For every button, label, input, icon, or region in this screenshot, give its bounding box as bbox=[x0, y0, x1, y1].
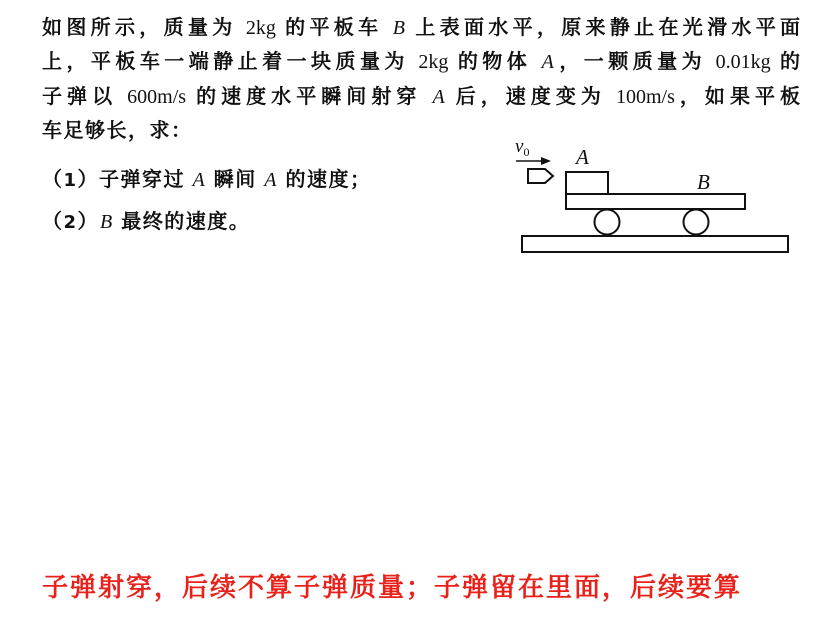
text-run: 的速度； bbox=[285, 169, 372, 191]
math-variable: A bbox=[432, 86, 445, 108]
question-number: 2 bbox=[63, 212, 78, 233]
text-run: 的平板车 bbox=[285, 17, 383, 39]
text-run: ，一颗质量为 bbox=[554, 51, 707, 73]
question-1 bbox=[42, 163, 371, 197]
cart-diagram bbox=[505, 128, 800, 260]
math-variable: B bbox=[392, 17, 405, 39]
cart-b-label: B bbox=[697, 170, 710, 194]
text-run: 后，速度变为 bbox=[455, 86, 606, 108]
math-variable: A bbox=[264, 169, 278, 191]
text-run: ）子弹穿过 bbox=[77, 169, 186, 191]
velocity-symbol: v bbox=[515, 136, 524, 157]
bullet bbox=[528, 169, 553, 183]
question-2 bbox=[42, 205, 250, 239]
problem-line-4 bbox=[42, 114, 193, 148]
problem-line-2: 上，平板车一端静止着一块质量为 2kg 的物体 A，一颗质量为 0.01kg 的 bbox=[42, 51, 801, 73]
text-run: 上，平板车一端静止着一块质量为 bbox=[42, 51, 409, 73]
math-variable: B bbox=[100, 211, 114, 233]
block-a-label: A bbox=[576, 145, 589, 169]
text-run: （ bbox=[42, 169, 64, 191]
note-text: 子弹射穿，后续不算子弹质量；子弹留在里面，后续要算 bbox=[42, 573, 743, 603]
ground-surface bbox=[522, 236, 788, 252]
problem-line-1: 如图所示，质量为 2kg 的平板车 B 上表面水平，原来静止在光滑水平面 bbox=[42, 17, 801, 39]
question-number: 1 bbox=[63, 170, 78, 191]
cart-wheel-right bbox=[684, 210, 709, 235]
text-run: （ bbox=[42, 211, 64, 233]
text-run: 如图所示，质量为 bbox=[42, 17, 237, 39]
text-run: 子弹以 bbox=[42, 86, 118, 108]
text-run: ） bbox=[77, 211, 100, 233]
cart-b-plate bbox=[566, 194, 745, 209]
text-run: 车足够长，求： bbox=[42, 120, 193, 142]
text-run: 的物体 bbox=[457, 51, 532, 73]
text-run: 瞬间 bbox=[213, 169, 257, 191]
math-variable: A bbox=[192, 169, 207, 191]
text-run: ，如果平板 bbox=[674, 86, 801, 108]
problem-line-3: 子弹以 600m/s 的速度水平瞬间射穿 A 后，速度变为 100m/s，如果平板 bbox=[42, 86, 801, 108]
velocity-subscript: 0 bbox=[523, 145, 530, 159]
velocity-label bbox=[515, 136, 529, 159]
text-run: 上表面水平，原来静止在光滑水平面 bbox=[415, 17, 801, 39]
text-run: 的 bbox=[780, 51, 801, 73]
velocity-arrow bbox=[516, 157, 551, 165]
math-variable: A bbox=[541, 51, 554, 73]
text-run: 的速度水平瞬间射穿 bbox=[196, 86, 422, 108]
cart-wheel-left bbox=[595, 210, 620, 235]
text-run: 最终的速度。 bbox=[121, 211, 251, 233]
block-a bbox=[566, 172, 608, 194]
